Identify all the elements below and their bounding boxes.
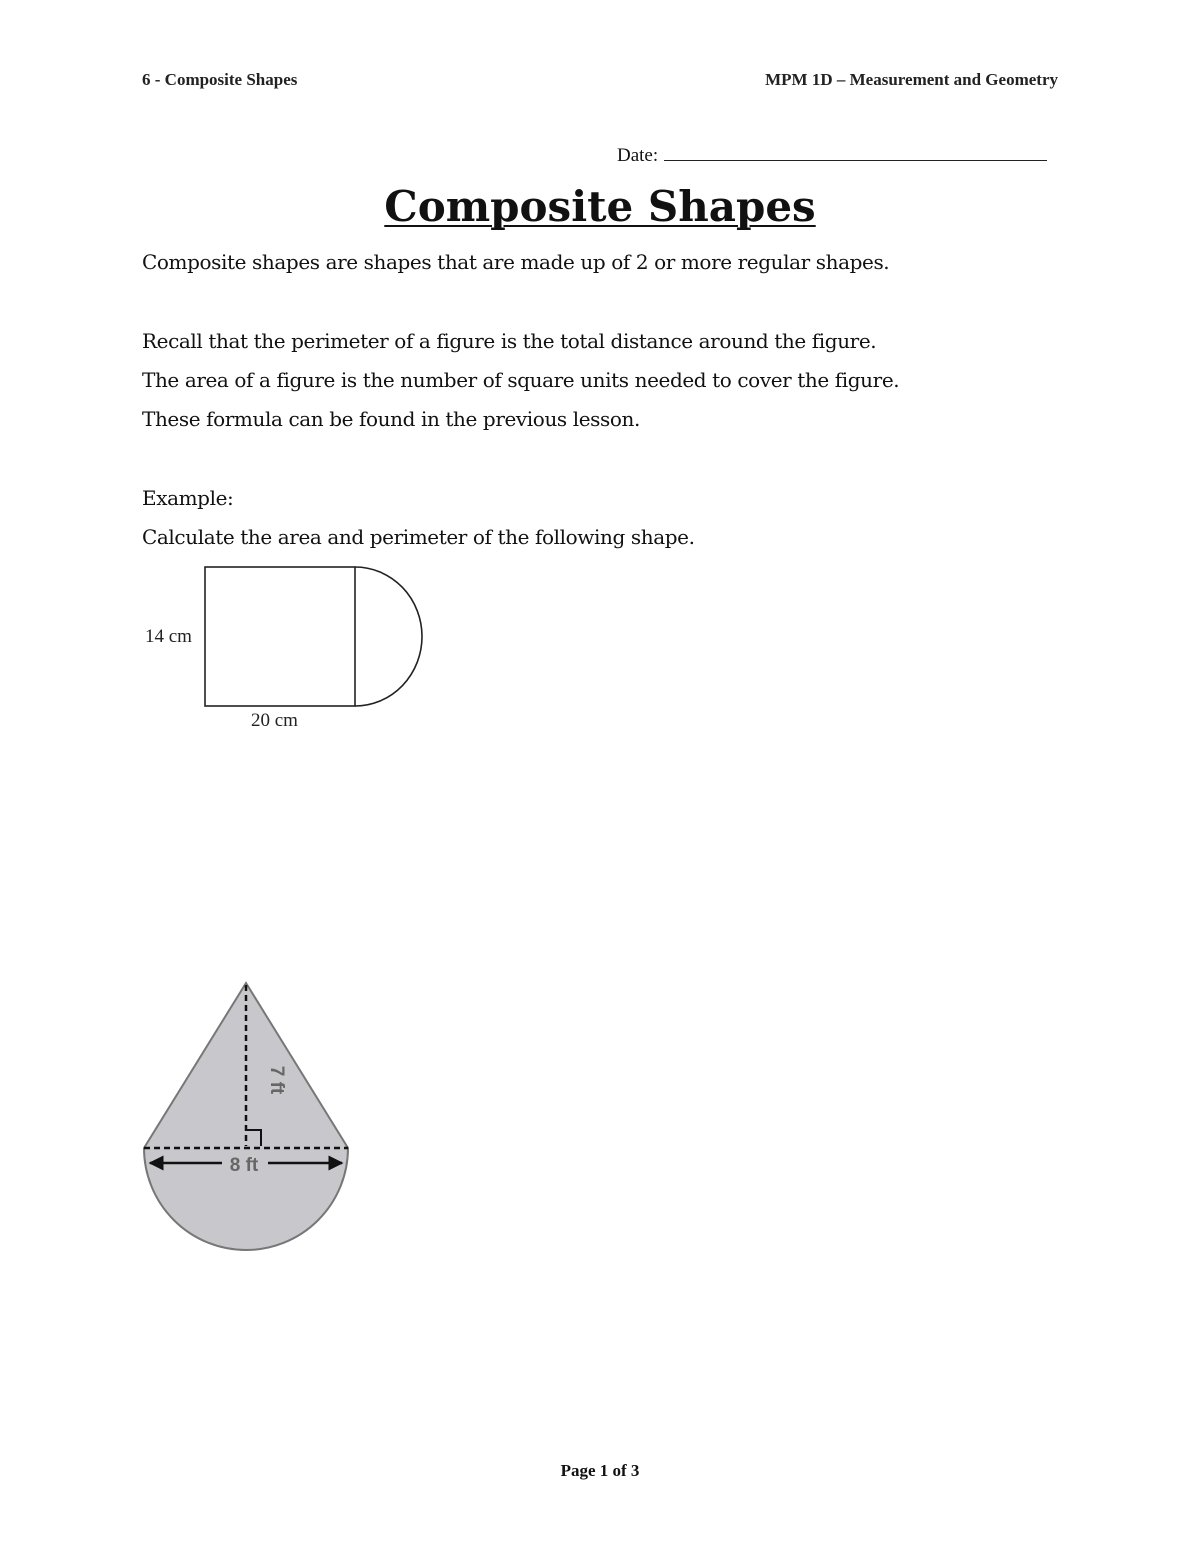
rect-width-label: 20 cm (251, 710, 298, 731)
example-label: Example: (142, 486, 234, 510)
perimeter-definition: Recall that the perimeter of a figure is the total distance around the figure. (142, 329, 877, 353)
height-label: 7 ft (266, 1065, 287, 1095)
base-label: 8 ft (229, 1155, 259, 1176)
date-label: Date: (617, 145, 659, 166)
intro-text: Composite shapes are shapes that are made up of 2 or more regular shapes. (142, 250, 890, 274)
area-definition: The area of a figure is the number of square units needed to cover the figure. (142, 368, 900, 392)
header-right: MPM 1D – Measurement and Geometry (765, 70, 1058, 89)
example-prompt: Calculate the area and perimeter of the following shape. (142, 525, 695, 549)
page-number: Page 1 of 3 (560, 1461, 640, 1480)
formula-note: These formula can be found in the previous lesson. (142, 407, 640, 431)
header-left: 6 - Composite Shapes (142, 70, 298, 89)
rect-height-label: 14 cm (145, 626, 192, 647)
page-title: Composite Shapes (384, 182, 816, 231)
